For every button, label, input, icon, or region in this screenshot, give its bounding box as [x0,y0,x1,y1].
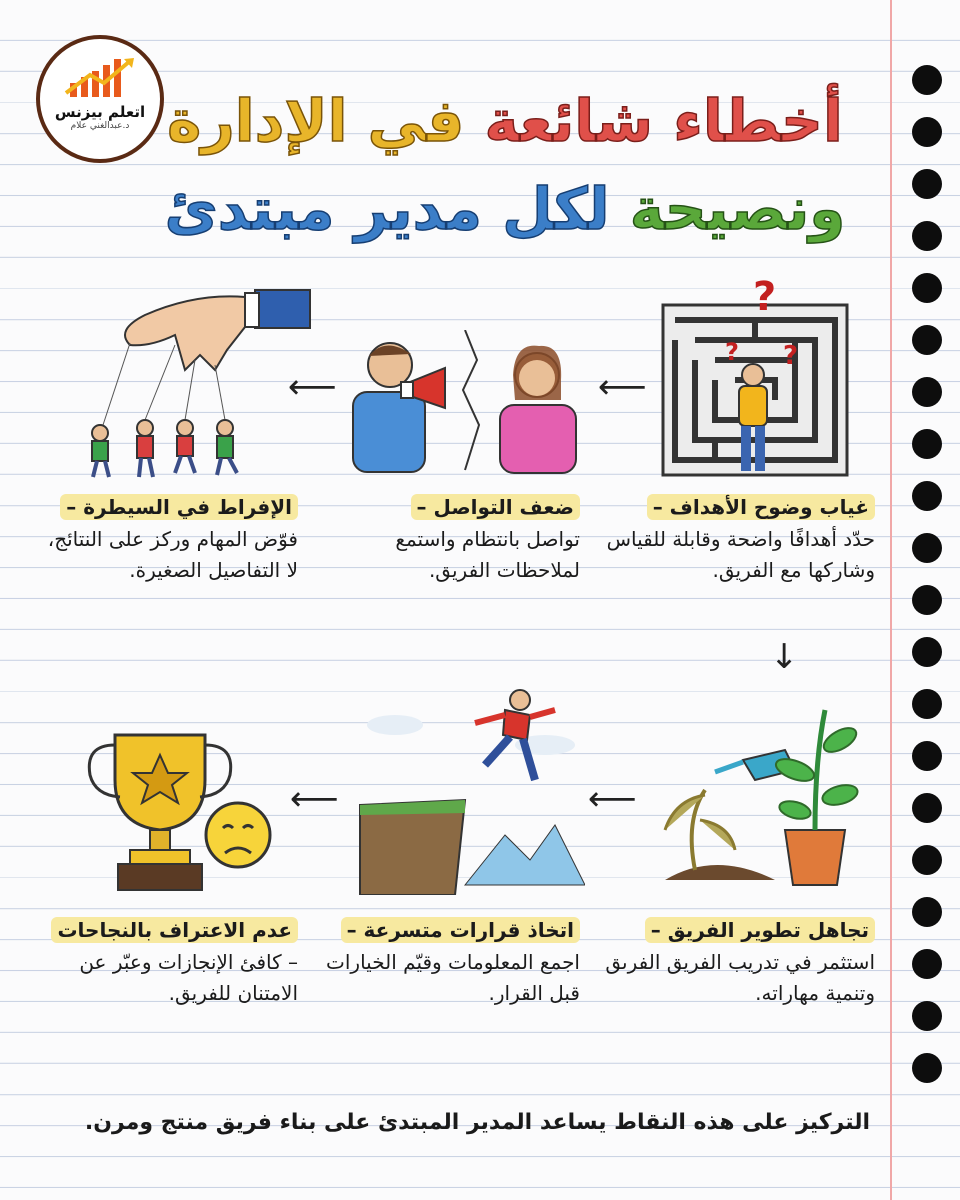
tip-body: فوّض المهام وركز على النتائج، لا التفاصيل الصغيرة. [47,527,298,582]
flow-arrow-left-icon: ⟵ [588,779,637,819]
binding-hole [912,1001,942,1031]
title-part: ونصيحة [629,175,846,243]
tip-title: الإفراط في السيطرة – [60,494,298,520]
binding-hole [912,273,942,303]
binding-hole [912,741,942,771]
tip-body: اجمع المعلومات وقيّم الخيارات قبل القرار. [326,950,580,1005]
binding-hole [912,1053,942,1083]
binding-hole [912,429,942,459]
footer-note: التركيز على هذه النقاط يساعد المدير المبتدئ على بناء فريق منتج ومرن. [84,1110,870,1135]
binding-hole [912,221,942,251]
page-title-line1 [160,87,850,155]
title-part: في [367,87,465,155]
binding-hole [912,689,942,719]
binding-hole [912,637,942,667]
logo-name: اتعلم بيزنس [54,103,146,121]
svg-text:?: ? [783,341,799,371]
tip-title: غياب وضوح الأهداف – [647,494,875,520]
tip-title: اتخاذ قرارات متسرعة – [341,917,580,943]
tip-title: تجاهل تطوير الفريق – [645,917,875,943]
tip-card [38,915,298,1009]
binding-hole [912,949,942,979]
binding-hole [912,793,942,823]
tip-card [38,492,298,586]
brand-logo [36,35,164,163]
logo-author: د.عبدالغني علام [70,121,130,131]
flow-arrow-down-icon: ↓ [770,637,799,677]
binding-hole [912,325,942,355]
tip-body: حدّد أهدافًا واضحة وقابلة للقياس وشاركها مع الفريق. [606,527,875,582]
binding-hole [912,65,942,95]
page-title-line2 [160,175,850,243]
binding-hole [912,481,942,511]
svg-text:?: ? [753,280,777,320]
tip-body: – كافئ الإنجازات وعبّر عن الامتنان للفريق. [79,950,298,1005]
tip-title: عدم الاعتراف بالنجاحات [51,917,298,943]
tip-card [320,492,580,586]
flow-arrow-left-icon: ⟵ [288,367,337,407]
maze-illustration-icon [655,280,855,480]
binding-hole [912,897,942,927]
jump-off-cliff-illustration-icon [355,685,585,895]
binding-hole [912,533,942,563]
tip-card [320,915,580,1009]
title-part: أخطاء شائعة [484,87,843,155]
plant-watering-illustration-icon [655,700,865,890]
binding-hole [912,845,942,875]
tip-body: تواصل بانتظام واستمع لملاحظات الفريق. [395,527,580,582]
binding-hole [912,169,942,199]
binding-hole [912,117,942,147]
notebook-binding-holes [912,65,948,1105]
binding-hole [912,585,942,615]
chart-growth-icon [60,53,140,101]
puppet-hand-illustration-icon [75,285,315,480]
tip-card [605,915,875,1009]
title-part: الإدارة [167,87,348,155]
tip-body: استثمر في تدريب الفريق الفرىق وتنمية مهاراته. [605,950,875,1005]
svg-text:?: ? [725,338,739,366]
title-part: لكل مدير مبتدئ [164,175,610,243]
tip-title: ضعف التواصل – [411,494,580,520]
binding-hole [912,377,942,407]
tip-card [605,492,875,586]
flow-arrow-left-icon: ⟵ [290,779,339,819]
trophy-sad-face-illustration-icon [80,725,280,895]
communication-illustration-icon [345,330,595,475]
notebook-margin-line [890,0,892,1200]
flow-arrow-left-icon: ⟵ [598,367,647,407]
